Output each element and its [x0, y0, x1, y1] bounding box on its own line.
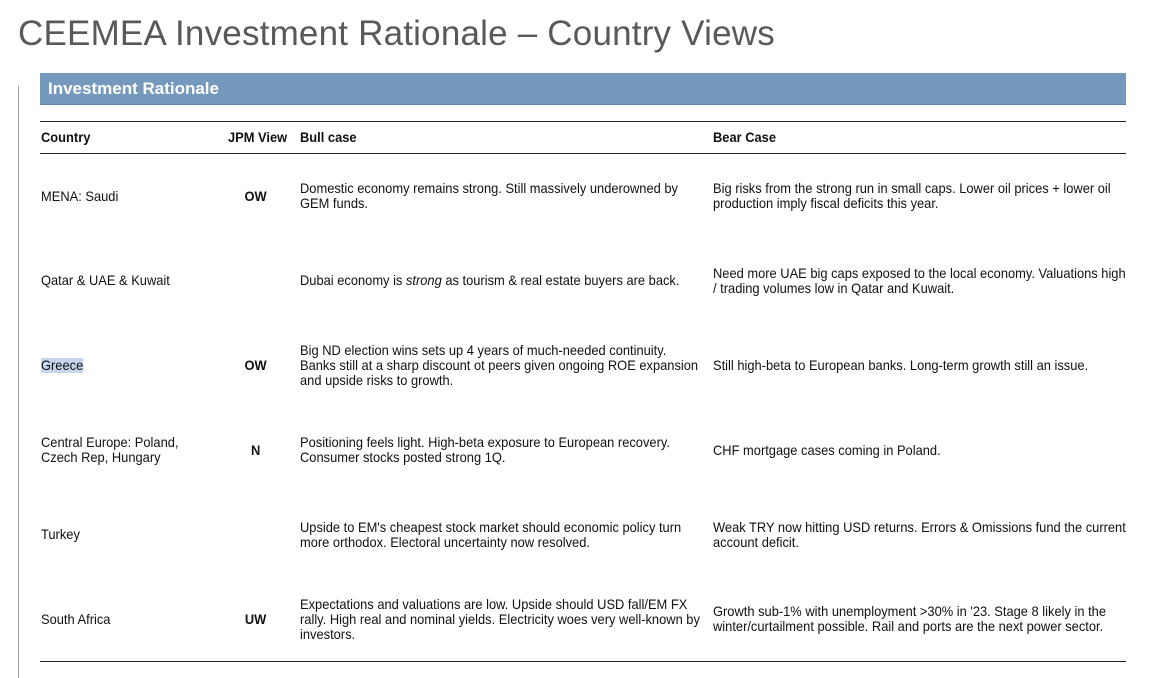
row-bear-case: CHF mortgage cases coming in Poland. [713, 441, 941, 458]
row-country: Qatar & UAE & Kuwait [41, 272, 170, 288]
row-jpm-view: UW [244, 610, 267, 627]
bull-text-emphasis: strong [405, 272, 442, 288]
row-bull-case: Upside to EM's cheapest stock market should economic policy turn more orthodox. Electoral uncertainty now resolved. [300, 518, 682, 550]
table-bottom-rule [40, 661, 1126, 662]
country-views-table [40, 121, 1126, 662]
table-row [40, 492, 1126, 577]
row-bear-case: Still high-beta to European banks. Long-term growth still an issue. [713, 357, 1089, 373]
row-bear-case: Need more UAE big caps exposed to the local economy. Valuations high / trading volumes low in Qatar and Kuwait. [713, 264, 1126, 296]
row-jpm-view: OW [244, 187, 267, 204]
header-bear-case: Bear Case [713, 129, 777, 145]
section-header-band [40, 73, 1126, 105]
row-country: Central Europe: Poland, Czech Rep, Hungary [41, 434, 179, 465]
row-bull-case: Expectations and valuations are low. Upside should USD fall/EM FX rally. High real and nominal yields. Electricity woes very well-known by investors. [300, 595, 700, 642]
table-row [40, 577, 1126, 661]
section-header-label: Investment Rationale [48, 79, 219, 98]
row-country: South Africa [41, 610, 111, 627]
table-header-row [40, 122, 1126, 154]
row-bear-case: Weak TRY now hitting USD returns. Errors & Omissions fund the current account deficit. [713, 518, 1126, 550]
row-jpm-view [228, 238, 283, 323]
row-jpm-view: N [250, 441, 261, 458]
row-bear-case: Growth sub-1% with unemployment >30% in '23. Stage 8 likely in the winter/curtailment possible. Rail and ports are the next power sector. [713, 603, 1107, 634]
table-row [40, 154, 1126, 238]
page-title: CEEMEA Investment Rationale – Country Views [18, 14, 775, 53]
header-bull-case: Bull case [300, 129, 357, 145]
row-bull-case [300, 323, 710, 408]
row-country [41, 323, 216, 408]
header-jpm-view: JPM View [228, 129, 288, 145]
row-bull-case [300, 238, 710, 323]
bull-line-2: Banks still at a sharp discount ot peers given ongoing ROE expansion and upside risks to growth. [300, 357, 699, 388]
table-row [40, 408, 1126, 492]
table-row [40, 238, 1126, 323]
header-country: Country [41, 129, 91, 145]
row-bull-case: Domestic economy remains strong. Still massively underowned by GEM funds. [300, 180, 678, 211]
row-country: Turkey [41, 526, 80, 542]
row-bull-case: Positioning feels light. High-beta exposure to European recovery. Consumer stocks posted strong 1Q. [300, 434, 670, 465]
selected-country-text[interactable]: Greece [41, 357, 84, 373]
bull-line-1: Big ND election wins sets up 4 years of much-needed continuity. [300, 342, 667, 358]
left-margin-rule [18, 86, 19, 678]
table-row [40, 323, 1126, 408]
bull-text-post: as tourism & real estate buyers are back. [441, 272, 680, 288]
row-jpm-view [228, 492, 283, 577]
row-bear-case: Big risks from the strong run in small caps. Lower oil prices + lower oil production imply fiscal deficits this year. [713, 180, 1111, 211]
bull-text-pre: Dubai economy is [300, 272, 406, 288]
row-country: MENA: Saudi [41, 187, 119, 204]
row-jpm-view: OW [244, 357, 267, 373]
